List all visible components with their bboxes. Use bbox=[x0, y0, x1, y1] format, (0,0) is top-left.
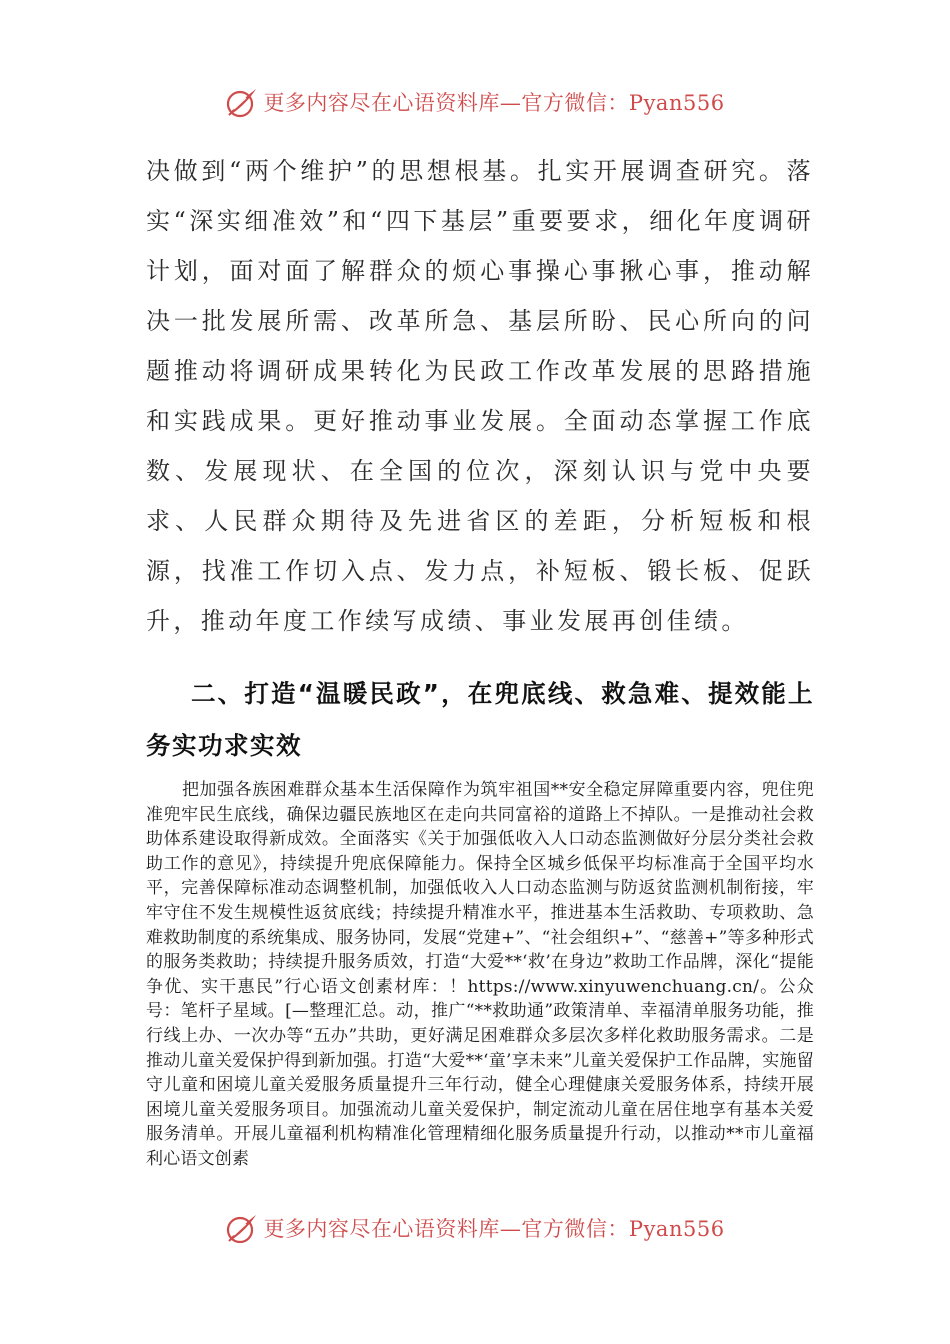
footer-banner-text: 更多内容尽在心语资料库—官方微信：Pyan556 bbox=[263, 1217, 725, 1241]
section-paragraph: 把加强各族困难群众基本生活保障作为筑牢祖国**安全稳定屏障重要内容，兜住兜准兜牢民生底线，确保边疆民族地区在走向共同富裕的道路上不掉队。一是推动社会救助体系建设取得新成效。全面落实《关于加强低收入人口动态监测做好分层分类社会救助工作的意见》，持续提升兜底保障能力。保持全区城乡低保平均标准高于全国平均水平，完善保障标准动态调整机制，加强低收入人口动态监测与防返贫监测机制衔接，牢牢守住不发生规模性返贫底线；持续提升精准水平，推进基本生活救助、专项救助、急难救助制度的系统集成、服务协同，发展“党建+”、“社会组织+”、“慈善+”等多种形式的服务类救助；持续提升服务质效，打造“大爱**‘救’在身边”救助工作品牌，深化“提能争优、实干惠民”行心语文创素材库：！https://www.xinyuwenchuang.cn/。公众号：笔杆子星域。[—整理汇总。动，推广“**救助通”政策清单、幸福清单服务功能，推行线上办、一次办等“五办”共助，更好满足困难群众多层次多样化救助服务需求。二是推动儿童关爱保护得到新加强。打造“大爱**‘童’享未来”儿童关爱保护工作品牌，实施留守儿童和困境儿童关爱服务质量提升三年行动，健全心理健康关爱服务体系，持续开展困境儿童关爱服务项目。加强流动儿童关爱保护，制定流动儿童在居住地享有基本关爱服务清单。开展儿童福利机构精准化管理精细化服务质量提升行动，以推动**市儿童福利心语文创素 bbox=[146, 780, 814, 1169]
document-page bbox=[146, 146, 814, 1172]
header-watermark-banner bbox=[0, 82, 950, 122]
intro-paragraph: 决做到“两个维护”的思想根基。扎实开展调查研究。落实“深实细准效”和“四下基层”重要要求，细化年度调研计划，面对面了解群众的烦心事操心事揪心事，推动解决一批发展所需、改革所急、基层所盼、民心所向的问题推动将调研成果转化为民政工作改革发展的思路措施和实践成果。更好推动事业发展。全面动态掌握工作底数、发展现状、在全国的位次，深刻认识与党中央要求、人民群众期待及先进省区的差距，分析短板和根源，找准工作切入点、发力点，补短板、锻长板、促跃升，推动年度工作续写成绩、事业发展再创佳绩。 bbox=[146, 157, 814, 635]
footer-watermark-banner bbox=[0, 1208, 950, 1248]
header-banner-text: 更多内容尽在心语资料库—官方微信：Pyan556 bbox=[263, 91, 725, 115]
quill-pen-logo-icon bbox=[225, 85, 259, 119]
quill-pen-logo-icon bbox=[225, 1211, 259, 1245]
section-heading: 二、打造“温暖民政”，在兜底线、救急难、提效能上务实功求实效 bbox=[146, 679, 814, 760]
